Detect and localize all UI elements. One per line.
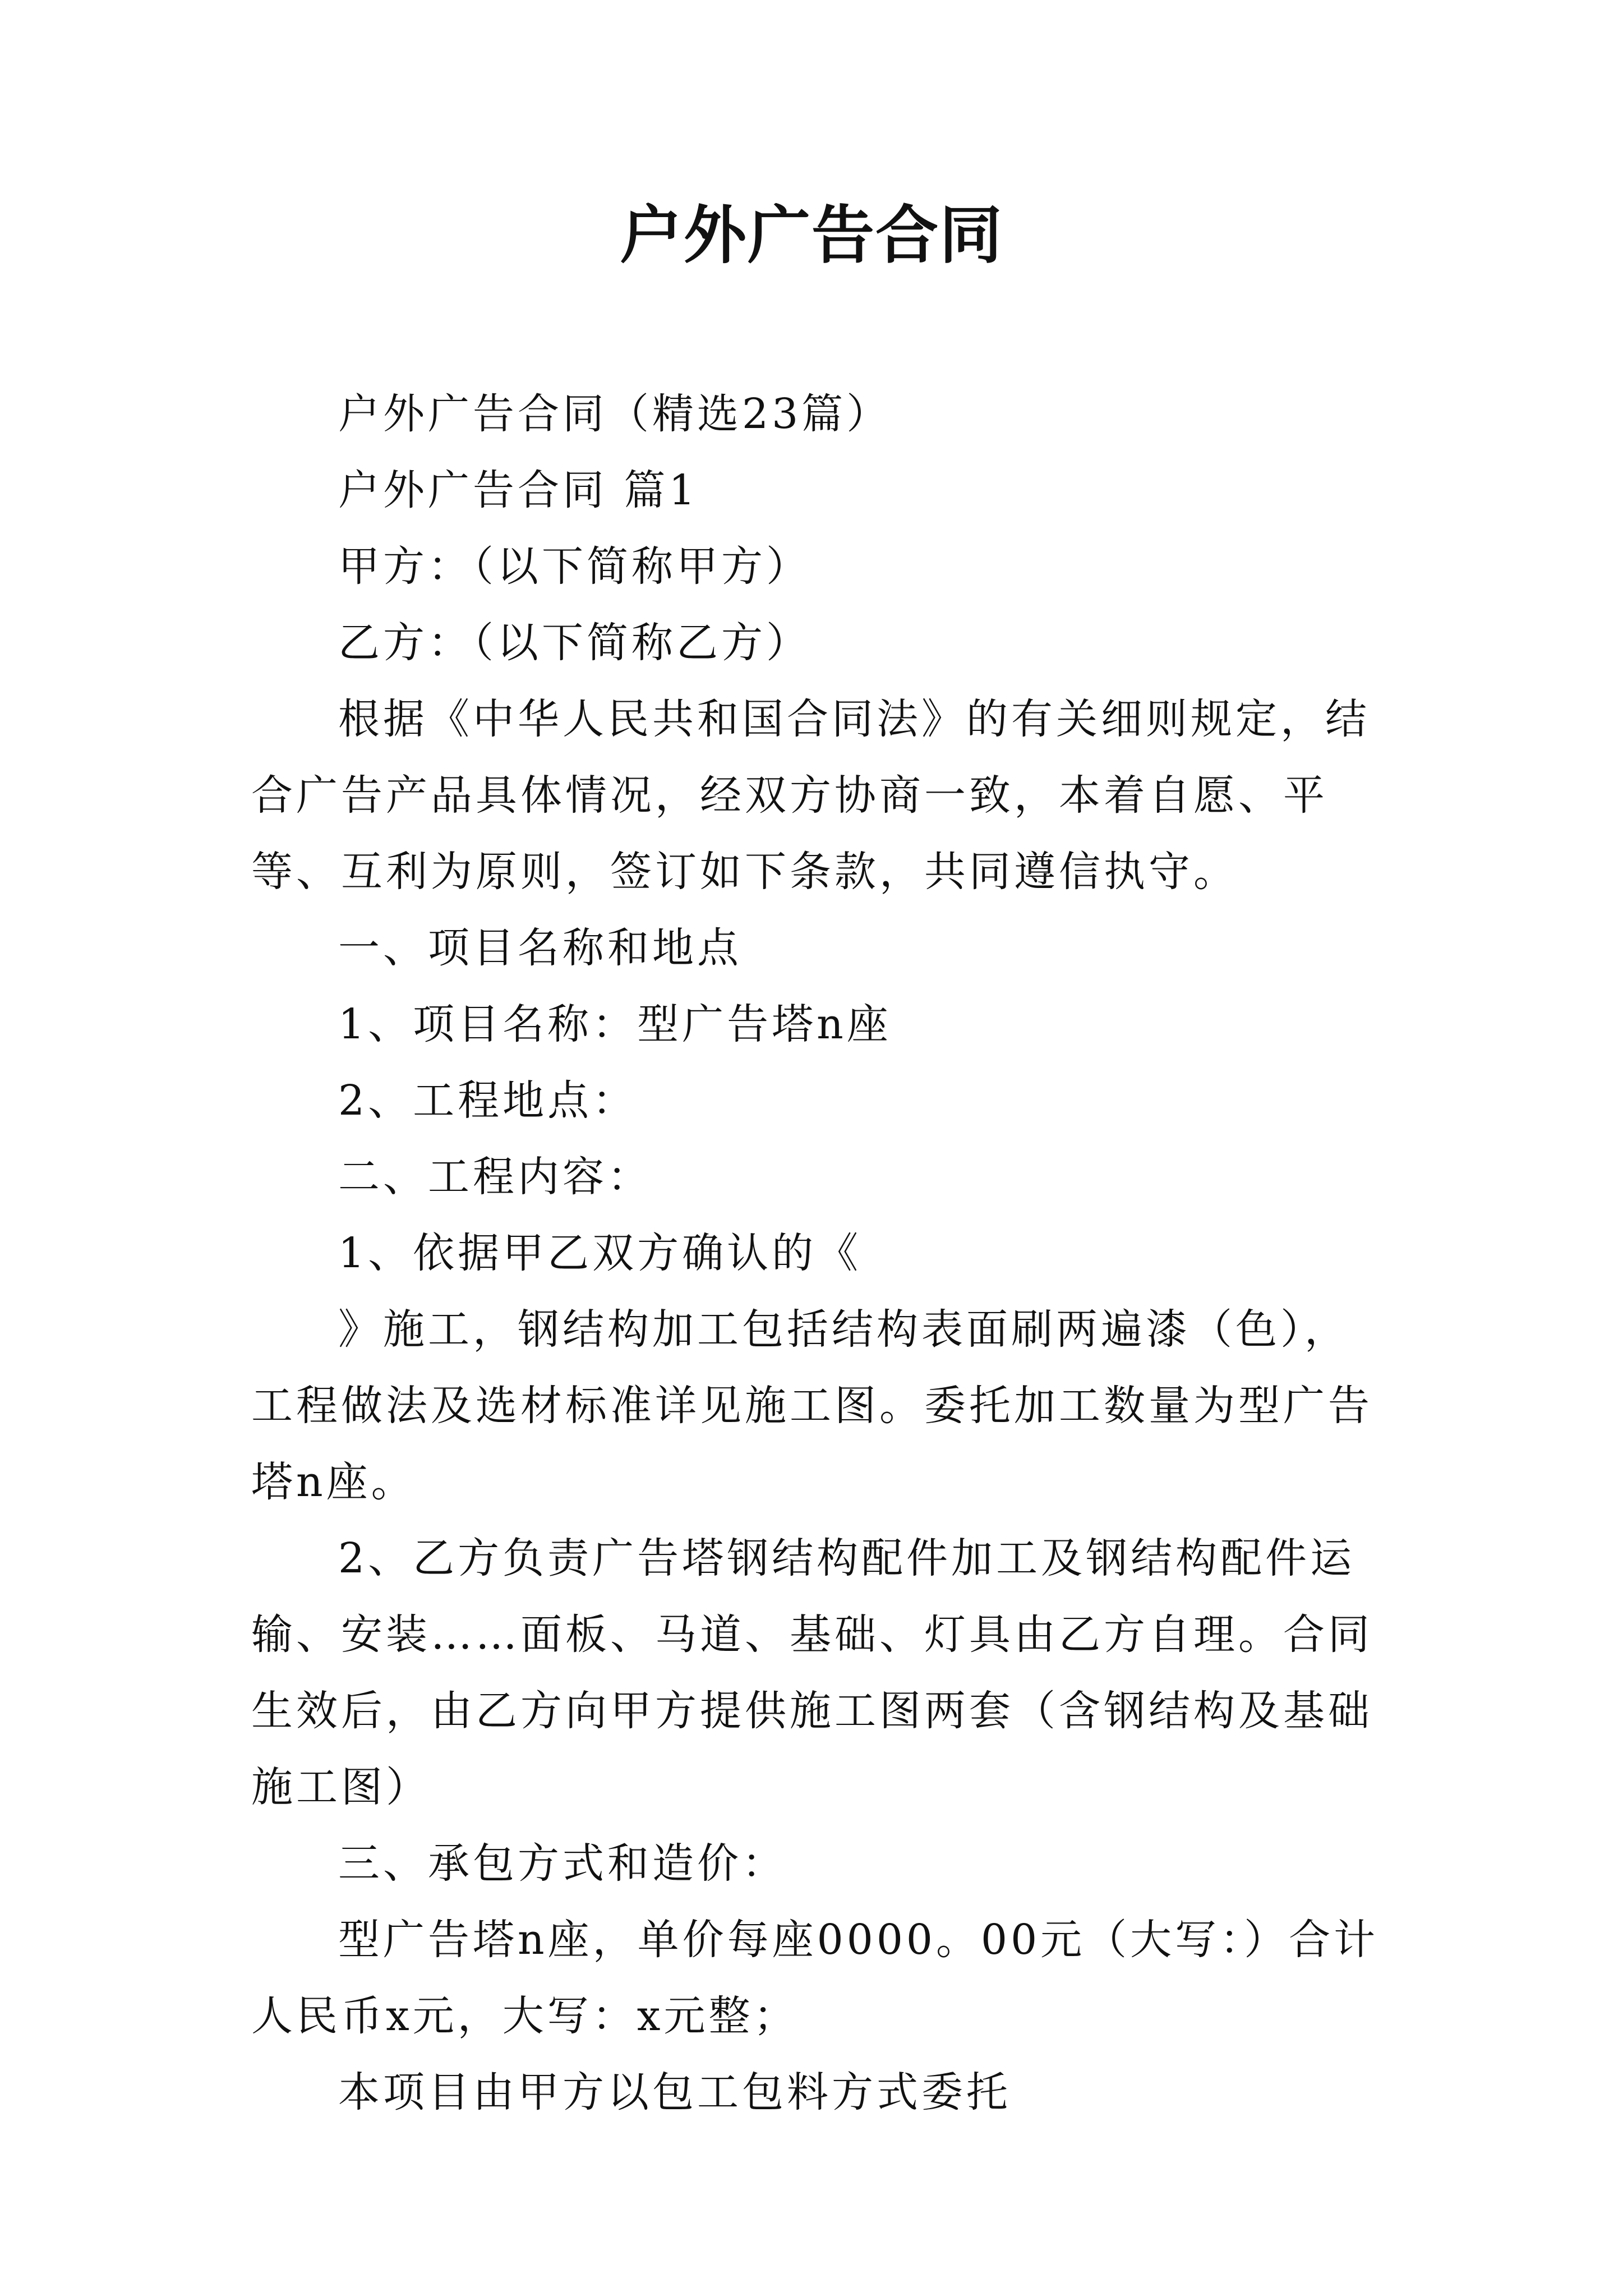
paragraph-heading-1: 一、项目名称和地点 bbox=[338, 924, 742, 972]
paragraph-party-a: 甲方：（以下简称甲方） bbox=[338, 542, 811, 591]
paragraph-contract-mode: 本项目由甲方以包工包料方式委托 bbox=[338, 2068, 1011, 2116]
paragraph-heading-3: 三、承包方式和造价： bbox=[338, 1839, 787, 1888]
document-title: 户外广告合同 bbox=[620, 199, 1003, 272]
paragraph-preamble: 根据《中华人民共和国合同法》的有关细则规定，结合广告产品具体情况，经双方协商一致，本着自愿、平等、互利为原则，签订如下条款，共同遵信执守。 bbox=[251, 695, 1370, 896]
paragraph-content-1b: 》施工，钢结构加工包括结构表面刷两遍漆（色），工程做法及选材标准详见施工图。委托加工数量为型广告塔n座。 bbox=[251, 1305, 1373, 1506]
paragraph-pricing: 型广告塔n座，单价每座0000。00元（大写：）合计人民币x元，大写：x元整； bbox=[251, 1916, 1379, 2040]
paragraph-heading-2: 二、工程内容： bbox=[338, 1153, 652, 1201]
document-body bbox=[251, 376, 1384, 2131]
paragraph-content-1a: 1、依据甲乙双方确认的《 bbox=[338, 1229, 862, 1277]
paragraph-section-heading: 户外广告合同 篇1 bbox=[338, 466, 699, 514]
paragraph-project-location: 2、工程地点： bbox=[338, 1076, 638, 1125]
paragraph-content-2: 2、乙方负责广告塔钢结构配件加工及钢结构配件运输、安装……面板、马道、基础、灯具由乙方自理。合同生效后，由乙方向甲方提供施工图两套（含钢结构及基础施工图） bbox=[251, 1534, 1373, 1811]
paragraph-project-name: 1、项目名称：型广告塔n座 bbox=[338, 1000, 892, 1048]
paragraph-subtitle: 户外广告合同（精选23篇） bbox=[338, 390, 892, 438]
paragraph-party-b: 乙方：（以下简称乙方） bbox=[338, 619, 811, 667]
